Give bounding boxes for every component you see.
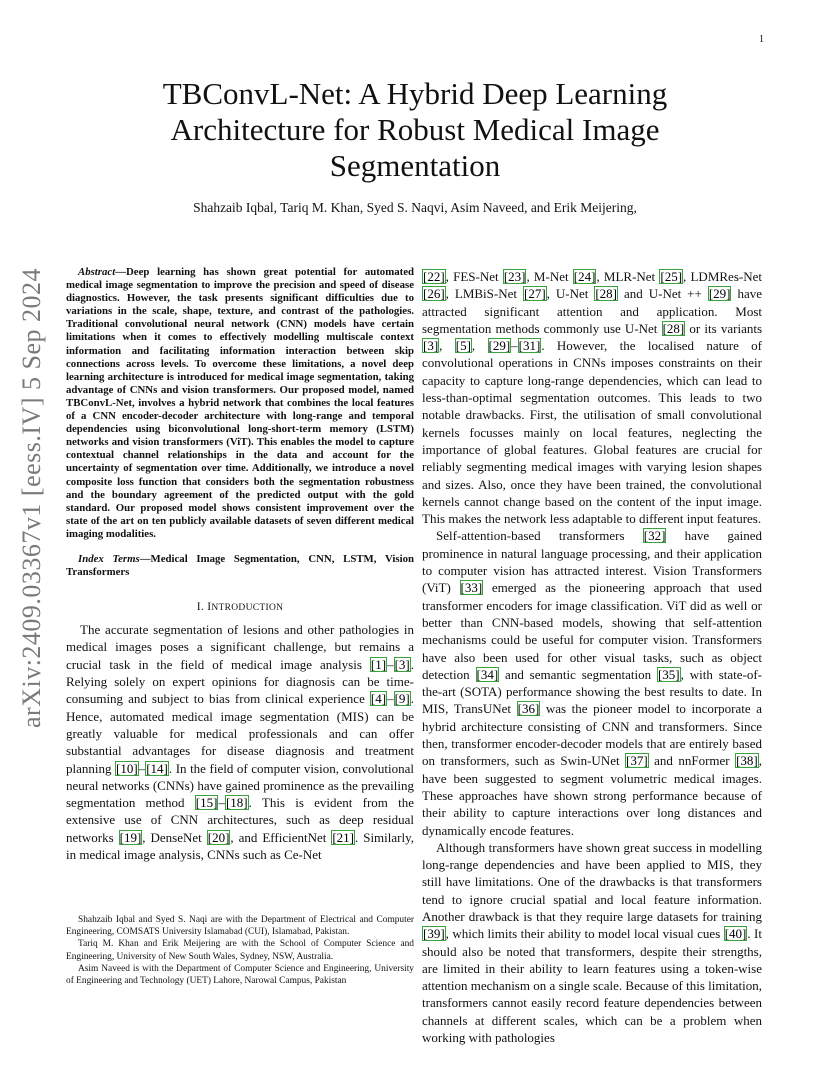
- paragraph-text: or its variants: [685, 320, 763, 336]
- paragraph-text: , U-Net: [546, 286, 595, 302]
- citation-link[interactable]: [40]: [724, 926, 747, 942]
- index-terms-text: —Medical Image Segmentation, CNN, LSTM, Vision Transformers: [66, 552, 414, 579]
- paragraph-text: –: [511, 338, 518, 354]
- citation-link[interactable]: [27]: [523, 286, 546, 302]
- paragraph-text: . Hence, automated medical image segmentation (MIS) can be greatly valuable for medical professionals and can offer substantial advantages for disease diagnosis and treatment planning: [66, 691, 414, 776]
- paragraph-text: , DenseNet: [142, 829, 207, 845]
- body-paragraph: [66, 621, 414, 863]
- paragraph-text: emerged as the pioneering approach that used transformer encoders for image classification. ViT did as well or better than CNN-based models, showing that self-attention mechanisms could be useful for computer vision. Transformers have also been used for other visual tasks, such as object detection: [422, 580, 762, 682]
- paragraph-text: –: [218, 795, 225, 811]
- paragraph-text: , M-Net: [526, 269, 573, 284]
- arxiv-stamp: [4, 268, 60, 728]
- citation-link[interactable]: [19]: [119, 829, 142, 845]
- index-terms: [66, 553, 414, 579]
- section-initial: I: [207, 601, 212, 614]
- abstract-lead: Abstract: [78, 266, 116, 278]
- paragraph-text: , with state-of-the-art (SOTA) performance showing the best results to date. In MIS, TransUNet: [422, 666, 763, 717]
- paragraph-text: –: [138, 760, 146, 776]
- citation-link[interactable]: [37]: [626, 753, 648, 769]
- citation-link[interactable]: [3]: [423, 338, 439, 354]
- citation-link[interactable]: [32]: [643, 528, 666, 544]
- left-column: [66, 266, 414, 863]
- citation-link[interactable]: [23]: [503, 269, 526, 284]
- citation-link[interactable]: [15]: [195, 795, 218, 811]
- paragraph-text: , MLR-Net: [596, 269, 660, 284]
- body-paragraph: [422, 839, 762, 1047]
- paragraph-text: . Relying solely on expert opinions for diagnosis can be time-consuming and subject to bias from clinical experience: [66, 656, 414, 707]
- citation-link[interactable]: [3]: [394, 656, 410, 672]
- author-list: Shahzaib Iqbal, Tariq M. Khan, Syed S. Naqvi, Asim Naveed, and Erik Meijering,: [193, 200, 637, 215]
- citation-link[interactable]: [28]: [662, 320, 685, 336]
- right-body: [422, 268, 762, 1046]
- section-heading: [66, 601, 414, 613]
- arxiv-stamp-text: arXiv:2409.03367v1 [eess.IV] 5 Sep 2024: [17, 268, 46, 728]
- citation-link[interactable]: [33]: [460, 580, 483, 596]
- citation-link[interactable]: [5]: [455, 338, 471, 354]
- abstract-text: —Deep learning has shown great potential for automated medical image segmentation to improve the precision and speed of disease diagnostics. However, the task presents significant difficulties due to variations in the scale, shape, texture, and contrast of the pathologies. Traditional convolutional neural network (CNN) models have certain limitations when it comes to effectively modelling multiscale context information and facilitating information interaction between skip connections across levels. To overcome these limitations, a novel deep learning architecture is introduced for medical image segmentation, taking advantage of CNNs and vision transformers. Our proposed model, named TBConvL-Net, involves a hybrid network that combines the local features of a CNN encoder-decoder architecture with long-range and temporal dependencies using biconvolutional long-short-term memory (LSTM) networks and vision transformers (ViT). This enables the model to capture contextual channel relationships in the data and account for the uncertainty of segmentation over time. Additionally, we introduce a novel composite loss function that considers both the segmentation robustness and the boundary agreement of the predicted output with the gold standard. Our proposed model shows consistent improvement over the state of the art on ten publicly available datasets of seven different medical imaging modalities.: [66, 266, 414, 540]
- right-column: [422, 268, 762, 1046]
- citation-link[interactable]: [38]: [736, 753, 758, 769]
- citation-link[interactable]: [18]: [225, 795, 248, 811]
- body-paragraph: [422, 527, 762, 838]
- paragraph-text: . This is evident from the extensive use of CNN architectures, such as deep residual networks: [66, 795, 414, 845]
- paragraph-text: –: [387, 656, 394, 672]
- paragraph-text: . Similarly, in medical image analysis, CNNs such as Ce-Net: [66, 829, 415, 863]
- index-terms-lead: Index Terms: [78, 552, 140, 565]
- paragraph-text: ,: [471, 338, 488, 354]
- paragraph-text: , and EfficientNet: [230, 829, 332, 845]
- section-numeral: I.: [196, 601, 208, 614]
- paragraph-text: , have been suggested to segment volumetric medical images. These approaches have shown strong performance because of their ability to capture interactions over long distances and dynamically encode features.: [422, 753, 762, 838]
- footnote: Tariq M. Khan and Erik Meijering are with the School of Computer Science and Engineering, University of New South Wales, Sydney, NSW, Australia.: [66, 939, 414, 962]
- paragraph-text: and U-Net ++: [618, 286, 708, 302]
- citation-link[interactable]: [26]: [423, 286, 445, 302]
- citation-link[interactable]: [29]: [708, 286, 731, 302]
- footnote: Asim Naveed is with the Department of Computer Science and Engineering, University of Engineering and Technology (UET) Lahore, Narowal Campus, Pakistan: [66, 963, 414, 987]
- footnote: Shahzaib Iqbal and Syed S. Naqi are with the Department of Electrical and Computer Engineering, COMSATS University Islamabad (CUI), Islamabad, Pakistan.: [66, 915, 414, 938]
- citation-link[interactable]: [21]: [332, 829, 354, 845]
- paragraph-text: and semantic segmentation: [499, 666, 657, 682]
- paragraph-text: ,: [439, 338, 455, 354]
- citation-link[interactable]: [25]: [660, 269, 683, 284]
- left-body: [66, 621, 414, 863]
- paragraph-text: –: [387, 691, 394, 707]
- paper-title: TBConvL-Net: A Hybrid Deep Learning Architecture for Robust Medical Image Segmentation: [162, 76, 668, 183]
- citation-link[interactable]: [4]: [370, 691, 387, 707]
- paragraph-text: , LDMRes-Net: [683, 269, 762, 284]
- citation-link[interactable]: [22]: [423, 269, 445, 284]
- citation-link[interactable]: [28]: [595, 286, 618, 302]
- citation-link[interactable]: [9]: [394, 691, 410, 707]
- paragraph-text: . However, the localised nature of convolutional operations in CNNs imposes constraints on their capacity to capture long-range dependencies, which can lead to less-than-optimal segmentation outcomes. This leads to two notable drawbacks. First, the utilisation of small convolutional kernels focusses mainly on local features, neglecting the importance of global features. Global features are crucial for reliably segmenting medical images with varying lesion shapes and sizes. Also, once they have been trained, the convolutional kernels cannot change based on the content of the input image. This makes the network less adaptable to different input features.: [422, 338, 762, 527]
- citation-link[interactable]: [31]: [518, 338, 541, 354]
- paragraph-text: was the pioneer model to incorporate a hybrid architecture consisting of CNN and transformers. Since then, transformer encoder-decoder models that are entirely based on transformers, such as Swin-UNet: [422, 701, 762, 769]
- citation-link[interactable]: [34]: [476, 666, 499, 682]
- paragraph-text: have gained prominence in natural language processing, and their application to computer vision has attracted interest. Vision Transformers (ViT): [422, 528, 762, 596]
- paragraph-text: and nnFormer: [648, 753, 736, 769]
- paragraph-text: , FES-Net: [445, 269, 503, 284]
- citation-link[interactable]: [29]: [488, 338, 511, 354]
- citation-link[interactable]: [1]: [370, 656, 387, 672]
- paragraph-text: . It should also be noted that transformers, despite their strengths, are limited in their ability to learn features using a token-wise attention mechanism on a single scale. Because of this limitation, transformers cannot easily record feature dependencies between channels at different scales, which can be a problem when working with pathologies: [422, 926, 762, 1046]
- paragraph-text: Although transformers have shown great success in modelling long-range dependencies and have been applied to MIS, they still have limitations. One of the drawbacks is that transformers tend to ignore crucial spatial and local feature information. Another drawback is that they require large datasets for training: [422, 839, 762, 924]
- citation-link[interactable]: [35]: [657, 666, 680, 682]
- citation-link[interactable]: [24]: [573, 269, 596, 284]
- paragraph-text: . In the field of computer vision, convolutional neural networks (CNNs) have gained prominence as the prevailing segmentation method: [66, 760, 414, 811]
- footnotes: [66, 914, 414, 987]
- section-smallcaps: NTRODUCTION: [211, 603, 284, 614]
- abstract: [66, 266, 414, 541]
- citation-link[interactable]: [39]: [423, 926, 445, 942]
- paragraph-text: have attracted significant attention and application. Most segmentation methods commonly use U-Net: [422, 286, 762, 336]
- citation-link[interactable]: [10]: [116, 760, 138, 776]
- page-number: 1: [759, 34, 764, 45]
- citation-link[interactable]: [20]: [207, 829, 230, 845]
- paragraph-text: , LMBiS-Net: [445, 286, 523, 302]
- body-paragraph: [422, 268, 762, 527]
- paragraph-text: Self-attention-based transformers: [436, 528, 643, 544]
- paragraph-text: The accurate segmentation of lesions and other pathologies in medical images poses a significant challenge, but remains a crucial task in the field of medical image analysis: [66, 622, 414, 672]
- paragraph-text: , which limits their ability to model local visual cues: [445, 926, 724, 942]
- citation-link[interactable]: [14]: [146, 760, 168, 776]
- citation-link[interactable]: [36]: [517, 701, 540, 717]
